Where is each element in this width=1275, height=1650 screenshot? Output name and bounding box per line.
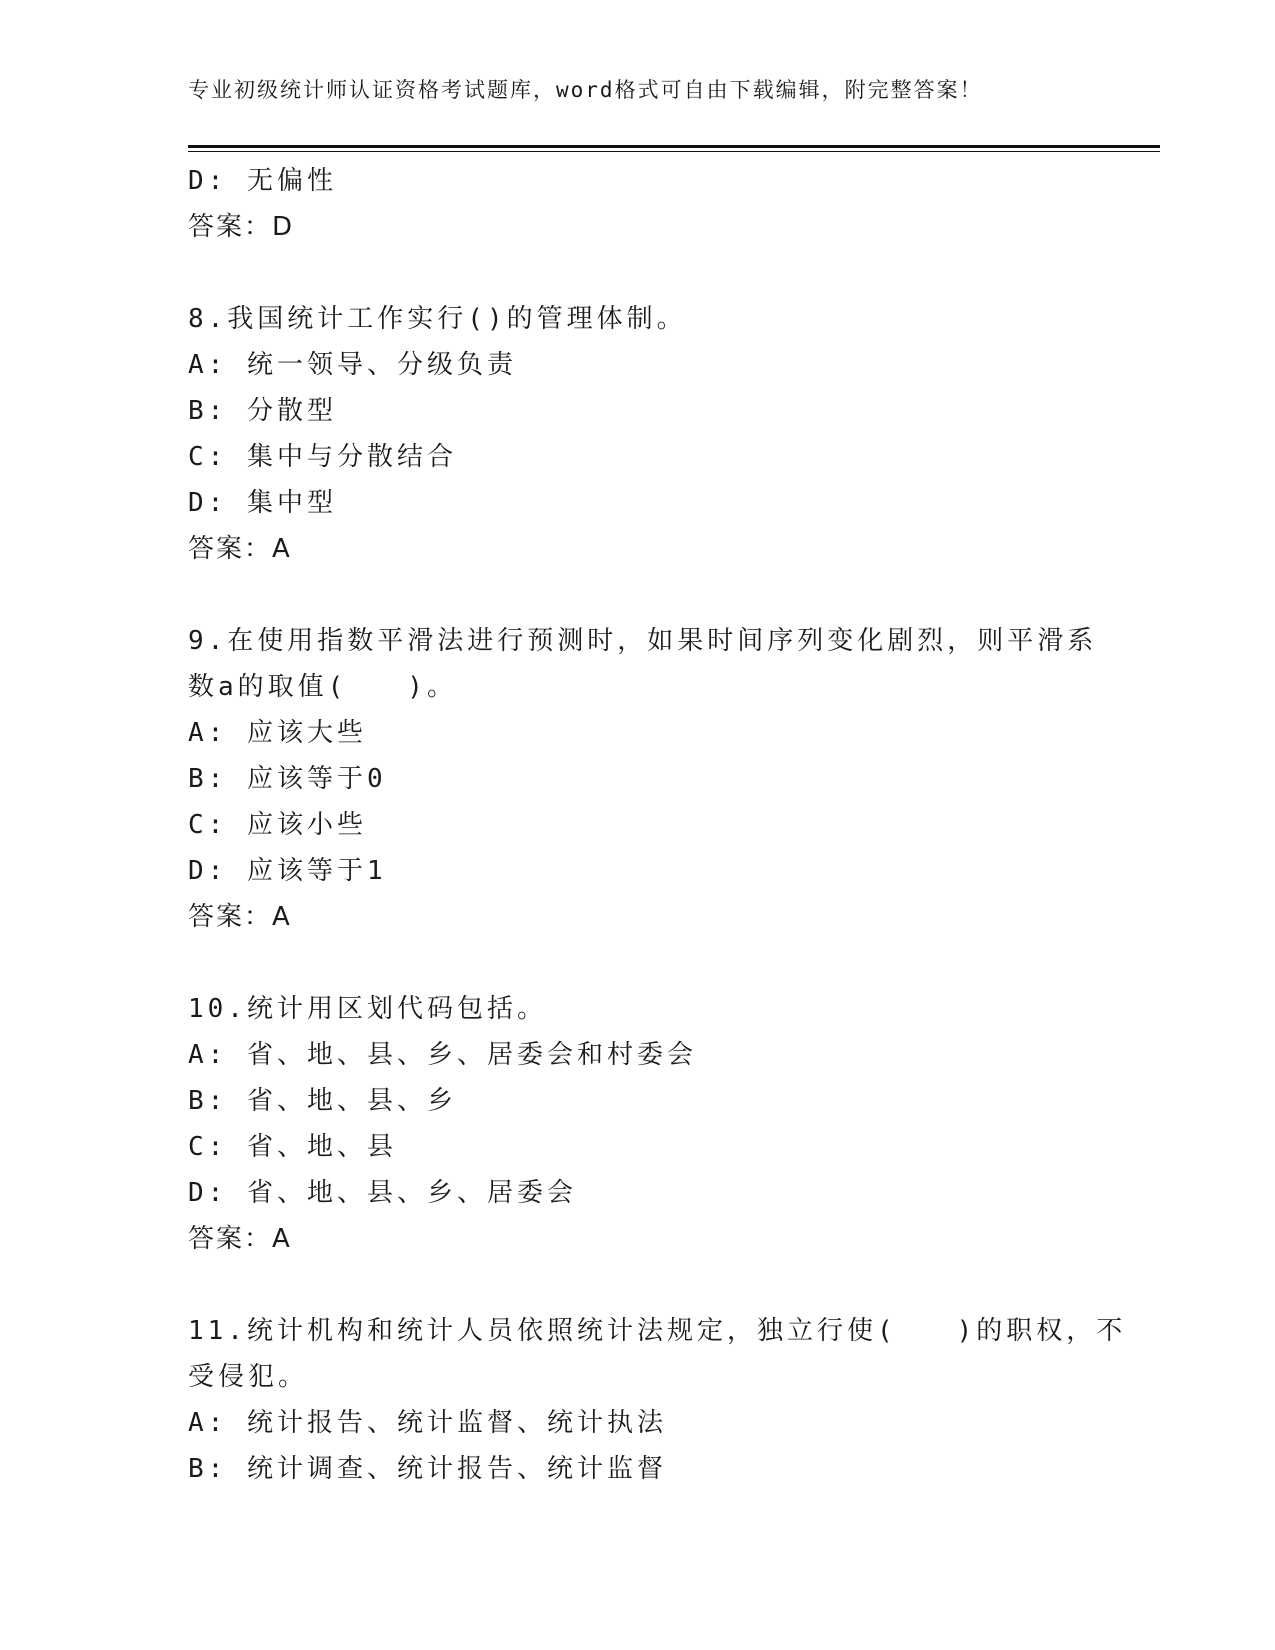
option-a: A: 统一领导、分级负责 [188, 350, 517, 380]
question-content [188, 158, 1127, 1492]
option-c: C: 省、地、县 [188, 1132, 397, 1162]
document-header: 专业初级统计师认证资格考试题库，word格式可自由下载编辑，附完整答案！ [188, 78, 983, 102]
header-rule-thick [188, 145, 1160, 148]
option-b: B: 省、地、县、乡 [188, 1086, 457, 1116]
option-b: B: 应该等于0 [188, 764, 387, 794]
question-11-stem: 11.统计机构和统计人员依照统计法规定，独立行使( )的职权，不 [188, 1316, 1127, 1346]
question-10-stem: 10.统计用区划代码包括。 [188, 994, 547, 1024]
answer-line: 答案：A [188, 1224, 292, 1254]
option-c: C: 集中与分散结合 [188, 442, 457, 472]
question-9-stem-cont: 数a的取值( )。 [188, 672, 457, 702]
option-a: A: 应该大些 [188, 718, 367, 748]
option-b: B: 统计调查、统计报告、统计监督 [188, 1454, 667, 1484]
answer-line: 答案：A [188, 902, 292, 932]
question-8-stem: 8.我国统计工作实行()的管理体制。 [188, 304, 687, 334]
option-d: D: 应该等于1 [188, 856, 387, 886]
option-c: C: 应该小些 [188, 810, 367, 840]
option-b: B: 分散型 [188, 396, 337, 426]
answer-line: 答案：A [188, 534, 292, 564]
option-d: D: 省、地、县、乡、居委会 [188, 1178, 577, 1208]
answer-line: 答案：D [188, 212, 295, 242]
option-d: D: 无偏性 [188, 166, 337, 196]
question-9-stem: 9.在使用指数平滑法进行预测时，如果时间序列变化剧烈，则平滑系 [188, 626, 1098, 656]
question-11-stem-cont: 受侵犯。 [188, 1362, 309, 1392]
option-d: D: 集中型 [188, 488, 337, 518]
option-a: A: 省、地、县、乡、居委会和村委会 [188, 1040, 697, 1070]
header-rule-thin [188, 151, 1160, 152]
option-a: A: 统计报告、统计监督、统计执法 [188, 1408, 667, 1438]
